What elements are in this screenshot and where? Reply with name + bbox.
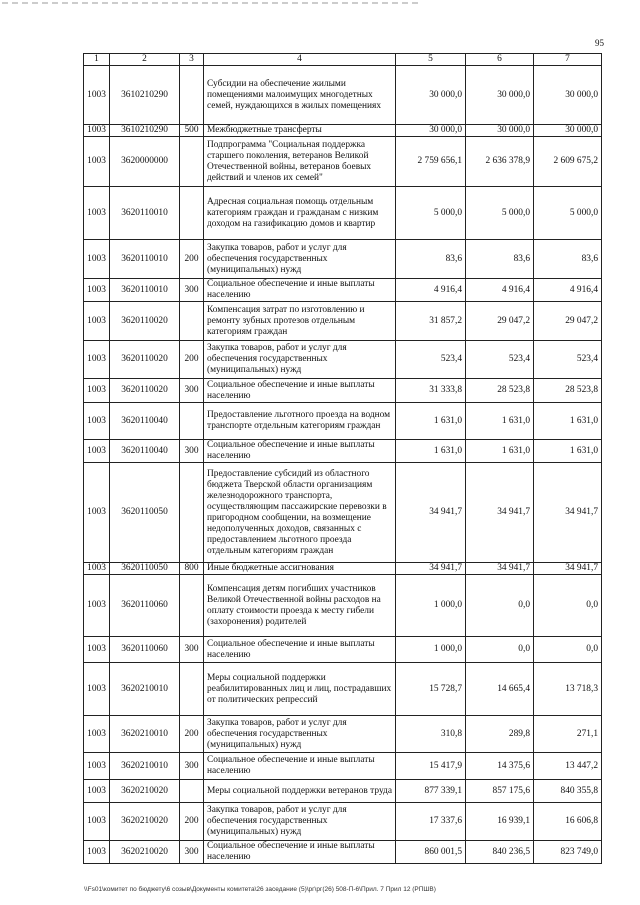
expense-type-code: [180, 66, 204, 125]
table-row: [84, 663, 602, 716]
expense-name: Социальное обеспечение и иные выплаты населению: [204, 841, 396, 864]
section-code: 1003: [84, 137, 110, 187]
col-header-2: 2: [110, 54, 180, 66]
amount-year-1: 860 001,5: [396, 841, 466, 864]
table-row: [84, 240, 602, 279]
amount-year-2: 289,8: [466, 716, 534, 753]
section-code: 1003: [84, 302, 110, 341]
amount-year-3: 5 000,0: [534, 187, 602, 240]
expense-name: Межбюджетные трансферты: [204, 125, 396, 137]
target-article-code: 3620110040: [110, 440, 180, 463]
section-code: 1003: [84, 187, 110, 240]
expense-type-code: [180, 463, 204, 563]
amount-year-2: 30 000,0: [466, 125, 534, 137]
col-header-5: 5: [396, 54, 466, 66]
expense-name: Адресная социальная помощь отдельным категориям граждан и гражданам с низким доходом на газификацию домов и квартир: [204, 187, 396, 240]
expense-type-code: 300: [180, 379, 204, 403]
section-code: 1003: [84, 379, 110, 403]
section-code: 1003: [84, 563, 110, 575]
amount-year-1: 1 000,0: [396, 637, 466, 663]
amount-year-1: 30 000,0: [396, 125, 466, 137]
target-article-code: 3620210010: [110, 753, 180, 780]
target-article-code: 3620210010: [110, 663, 180, 716]
amount-year-3: 1 631,0: [534, 440, 602, 463]
table-body: [84, 66, 602, 864]
expense-type-code: [180, 302, 204, 341]
target-article-code: 3620110060: [110, 575, 180, 637]
expense-type-code: 200: [180, 240, 204, 279]
amount-year-1: 34 941,7: [396, 463, 466, 563]
table-row: [84, 187, 602, 240]
amount-year-1: 34 941,7: [396, 563, 466, 575]
col-header-3: 3: [180, 54, 204, 66]
expense-type-code: 200: [180, 803, 204, 841]
expense-name: Закупка товаров, работ и услуг для обеспечения государственных (муниципальных) нужд: [204, 240, 396, 279]
target-article-code: 3620110060: [110, 637, 180, 663]
target-article-code: 3620110010: [110, 187, 180, 240]
section-code: 1003: [84, 66, 110, 125]
expense-type-code: 500: [180, 125, 204, 137]
expense-name: Социальное обеспечение и иные выплаты населению: [204, 753, 396, 780]
section-code: 1003: [84, 753, 110, 780]
section-code: 1003: [84, 575, 110, 637]
amount-year-2: 30 000,0: [466, 66, 534, 125]
amount-year-2: 840 236,5: [466, 841, 534, 864]
amount-year-2: 2 636 378,9: [466, 137, 534, 187]
expense-type-code: [180, 663, 204, 716]
table-row: [84, 753, 602, 780]
target-article-code: 3620110020: [110, 379, 180, 403]
table-row: [84, 780, 602, 803]
section-code: 1003: [84, 841, 110, 864]
expense-type-code: 800: [180, 563, 204, 575]
col-header-7: 7: [534, 54, 602, 66]
section-code: 1003: [84, 803, 110, 841]
target-article-code: 3620210020: [110, 803, 180, 841]
expense-type-code: [180, 403, 204, 440]
amount-year-1: 83,6: [396, 240, 466, 279]
amount-year-1: 1 631,0: [396, 440, 466, 463]
expense-name: Социальное обеспечение и иные выплаты населению: [204, 279, 396, 302]
amount-year-1: 31 857,2: [396, 302, 466, 341]
table-row: [84, 137, 602, 187]
amount-year-2: 28 523,8: [466, 379, 534, 403]
target-article-code: 3620210020: [110, 780, 180, 803]
target-article-code: 3610210290: [110, 66, 180, 125]
amount-year-1: 2 759 656,1: [396, 137, 466, 187]
expense-type-code: 300: [180, 753, 204, 780]
amount-year-3: 1 631,0: [534, 403, 602, 440]
amount-year-3: 83,6: [534, 240, 602, 279]
amount-year-3: 34 941,7: [534, 563, 602, 575]
table-row: [84, 302, 602, 341]
col-header-1: 1: [84, 54, 110, 66]
amount-year-2: 1 631,0: [466, 440, 534, 463]
expense-name: Социальное обеспечение и иные выплаты населению: [204, 637, 396, 663]
table-row: [84, 66, 602, 125]
amount-year-1: 15 728,7: [396, 663, 466, 716]
amount-year-1: 15 417,9: [396, 753, 466, 780]
amount-year-1: 4 916,4: [396, 279, 466, 302]
amount-year-3: 271,1: [534, 716, 602, 753]
expense-type-code: 200: [180, 341, 204, 379]
table-row: [84, 803, 602, 841]
budget-table: [83, 53, 602, 864]
amount-year-1: 5 000,0: [396, 187, 466, 240]
expense-type-code: 300: [180, 279, 204, 302]
table-row: [84, 841, 602, 864]
amount-year-1: 1 631,0: [396, 403, 466, 440]
target-article-code: 3620110020: [110, 341, 180, 379]
amount-year-3: 0,0: [534, 637, 602, 663]
table-header-row: [84, 54, 602, 66]
target-article-code: 3620110050: [110, 463, 180, 563]
amount-year-2: 0,0: [466, 637, 534, 663]
section-code: 1003: [84, 663, 110, 716]
expense-type-code: 300: [180, 841, 204, 864]
table-row: [84, 440, 602, 463]
amount-year-3: 840 355,8: [534, 780, 602, 803]
amount-year-3: 30 000,0: [534, 66, 602, 125]
expense-name: Субсидии на обеспечение жилыми помещениями малоимущих многодетных семей, нуждающихся в жилых помещениях: [204, 66, 396, 125]
amount-year-2: 83,6: [466, 240, 534, 279]
target-article-code: 3620110050: [110, 563, 180, 575]
table-row: [84, 125, 602, 137]
expense-name: Компенсация затрат по изготовлению и ремонту зубных протезов отдельным категориям граждан: [204, 302, 396, 341]
amount-year-2: 34 941,7: [466, 463, 534, 563]
amount-year-2: 16 939,1: [466, 803, 534, 841]
amount-year-1: 17 337,6: [396, 803, 466, 841]
expense-type-code: [180, 780, 204, 803]
section-code: 1003: [84, 637, 110, 663]
target-article-code: 3620110040: [110, 403, 180, 440]
amount-year-1: 523,4: [396, 341, 466, 379]
amount-year-3: 13 718,3: [534, 663, 602, 716]
expense-name: Подпрограмма "Социальная поддержка старшего поколения, ветеранов Великой Отечественной войны, ветеранов боевых действий и членов их семей": [204, 137, 396, 187]
section-code: 1003: [84, 440, 110, 463]
table-row: [84, 379, 602, 403]
target-article-code: 3610210290: [110, 125, 180, 137]
amount-year-2: 5 000,0: [466, 187, 534, 240]
expense-name: Предоставление льготного проезда на водном транспорте отдельным категориям граждан: [204, 403, 396, 440]
amount-year-3: 30 000,0: [534, 125, 602, 137]
amount-year-3: 29 047,2: [534, 302, 602, 341]
section-code: 1003: [84, 716, 110, 753]
amount-year-1: 310,8: [396, 716, 466, 753]
amount-year-1: 877 339,1: [396, 780, 466, 803]
section-code: 1003: [84, 341, 110, 379]
expense-type-code: 300: [180, 637, 204, 663]
section-code: 1003: [84, 403, 110, 440]
amount-year-1: 1 000,0: [396, 575, 466, 637]
expense-name: Закупка товаров, работ и услуг для обеспечения государственных (муниципальных) нужд: [204, 341, 396, 379]
amount-year-3: 0,0: [534, 575, 602, 637]
target-article-code: 3620210010: [110, 716, 180, 753]
section-code: 1003: [84, 125, 110, 137]
section-code: 1003: [84, 780, 110, 803]
target-article-code: 3620110020: [110, 302, 180, 341]
amount-year-2: 4 916,4: [466, 279, 534, 302]
amount-year-3: 28 523,8: [534, 379, 602, 403]
expense-name: Иные бюджетные ассигнования: [204, 563, 396, 575]
amount-year-3: 823 749,0: [534, 841, 602, 864]
expense-name: Закупка товаров, работ и услуг для обеспечения государственных (муниципальных) нужд: [204, 803, 396, 841]
expense-name: Социальное обеспечение и иные выплаты населению: [204, 440, 396, 463]
section-code: 1003: [84, 463, 110, 563]
amount-year-3: 34 941,7: [534, 463, 602, 563]
amount-year-2: 34 941,7: [466, 563, 534, 575]
table-row: [84, 716, 602, 753]
table-row: [84, 463, 602, 563]
expense-name: Компенсация детям погибших участников Великой Отечественной войны расходов на оплату стоимости проезда к месту гибели (захоронения) родителей: [204, 575, 396, 637]
amount-year-2: 14 665,4: [466, 663, 534, 716]
expense-name: Закупка товаров, работ и услуг для обеспечения государственных (муниципальных) нужд: [204, 716, 396, 753]
table-row: [84, 575, 602, 637]
table-row: [84, 563, 602, 575]
expense-name: Меры социальной поддержки ветеранов труда: [204, 780, 396, 803]
target-article-code: 3620110010: [110, 240, 180, 279]
expense-type-code: [180, 187, 204, 240]
table-row: [84, 279, 602, 302]
col-header-6: 6: [466, 54, 534, 66]
table-row: [84, 637, 602, 663]
amount-year-2: 29 047,2: [466, 302, 534, 341]
amount-year-2: 1 631,0: [466, 403, 534, 440]
target-article-code: 3620110010: [110, 279, 180, 302]
amount-year-1: 31 333,8: [396, 379, 466, 403]
expense-name: Предоставление субсидий из областного бюджета Тверской области организациям железнодорожного транспорта, осуществляющим пассажирские перевозки в пригородном сообщении, на возмещение недополученных доходов, связанных с предоставлением льготного проезда отдельным категориям граждан: [204, 463, 396, 563]
scan-artifact-line: [2, 2, 422, 4]
page-number: 95: [595, 38, 604, 48]
amount-year-3: 13 447,2: [534, 753, 602, 780]
amount-year-3: 16 606,8: [534, 803, 602, 841]
amount-year-2: 0,0: [466, 575, 534, 637]
amount-year-3: 4 916,4: [534, 279, 602, 302]
section-code: 1003: [84, 279, 110, 302]
amount-year-2: 857 175,6: [466, 780, 534, 803]
target-article-code: 3620000000: [110, 137, 180, 187]
target-article-code: 3620210020: [110, 841, 180, 864]
expense-type-code: 300: [180, 440, 204, 463]
section-code: 1003: [84, 240, 110, 279]
amount-year-3: 2 609 675,2: [534, 137, 602, 187]
col-header-4: 4: [204, 54, 396, 66]
file-path-footer: \\Fs01\комитет по бюджету\6 созыв\Документы комитета\26 заседание (5)\рг\рг(26) 508-П-6\Прил. 7 Прил 12 (РПШВ): [84, 886, 436, 893]
expense-type-code: [180, 575, 204, 637]
amount-year-2: 14 375,6: [466, 753, 534, 780]
table-row: [84, 403, 602, 440]
amount-year-3: 523,4: [534, 341, 602, 379]
table-row: [84, 341, 602, 379]
expense-type-code: 200: [180, 716, 204, 753]
expense-type-code: [180, 137, 204, 187]
expense-name: Меры социальной поддержки реабилитированных лиц и лиц, пострадавших от политических репрессий: [204, 663, 396, 716]
amount-year-2: 523,4: [466, 341, 534, 379]
amount-year-1: 30 000,0: [396, 66, 466, 125]
expense-name: Социальное обеспечение и иные выплаты населению: [204, 379, 396, 403]
